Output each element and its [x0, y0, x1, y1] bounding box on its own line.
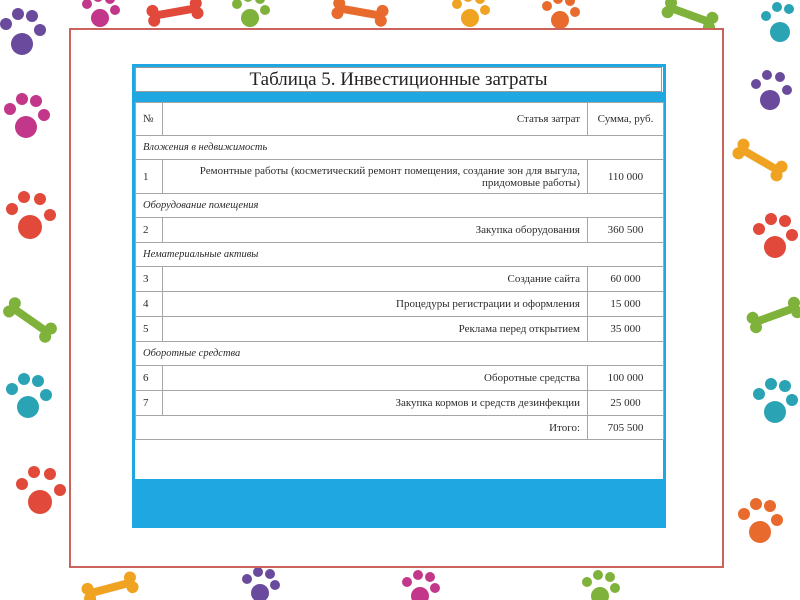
row-item: Закупка оборудования [163, 218, 588, 243]
paw-icon [82, 0, 120, 27]
table-row [136, 317, 664, 342]
investment-table [135, 102, 664, 440]
paw-icon [4, 93, 50, 138]
paw-icon [761, 2, 794, 42]
paw-icon [542, 0, 580, 29]
row-num: 2 [136, 218, 163, 243]
section-row [136, 136, 664, 160]
row-sum: 360 500 [588, 218, 664, 243]
bone-icon [730, 136, 789, 183]
section-row [136, 243, 664, 267]
paw-icon [232, 0, 270, 27]
row-num: 5 [136, 317, 163, 342]
section-row [136, 194, 664, 218]
bone-icon [80, 570, 140, 600]
paw-icon [751, 70, 792, 110]
paw-icon [242, 567, 280, 600]
section-title: Вложения в недвижимость [136, 136, 664, 160]
header-item: Статья затрат [163, 103, 588, 136]
total-row [136, 416, 664, 440]
row-item: Оборотные средства [163, 366, 588, 391]
paw-icon [452, 0, 490, 27]
header-sum: Сумма, руб. [588, 103, 664, 136]
row-sum: 110 000 [588, 160, 664, 194]
row-item: Закупка кормов и средств дезинфекции [163, 391, 588, 416]
table-row [136, 267, 664, 292]
row-num: 1 [136, 160, 163, 194]
row-num: 7 [136, 391, 163, 416]
row-num: 3 [136, 267, 163, 292]
table-row [136, 292, 664, 317]
row-item: Процедуры регистрации и оформления [163, 292, 588, 317]
section-title: Нематериальные активы [136, 243, 664, 267]
total-label: Итого: [136, 416, 588, 440]
bone-icon [745, 295, 800, 335]
header-num: № [136, 103, 163, 136]
row-sum: 15 000 [588, 292, 664, 317]
row-item: Реклама перед открытием [163, 317, 588, 342]
paw-icon [753, 378, 798, 423]
paw-icon [0, 8, 46, 55]
table-row [136, 160, 664, 194]
table-title: Таблица 5. Инвестиционные затраты [135, 67, 662, 92]
paw-icon [6, 191, 56, 239]
row-sum: 60 000 [588, 267, 664, 292]
paw-icon [16, 466, 66, 514]
section-title: Оборудование помещения [136, 194, 664, 218]
row-sum: 35 000 [588, 317, 664, 342]
row-item: Создание сайта [163, 267, 588, 292]
table-image [132, 64, 666, 528]
table-row [136, 366, 664, 391]
paw-icon [738, 498, 783, 543]
bone-icon [146, 0, 205, 28]
row-num: 6 [136, 366, 163, 391]
row-item: Ремонтные работы (косметический ремонт помещения, создание зон для выгула, придомовые работы) [163, 160, 588, 194]
table-row [136, 391, 664, 416]
title-separator [135, 92, 663, 102]
investment-table-container [135, 67, 663, 479]
bone-icon [1, 295, 59, 345]
table-header-row [136, 103, 664, 136]
paw-icon [582, 570, 620, 600]
paw-icon [753, 213, 798, 258]
table-row [136, 218, 664, 243]
paw-icon [6, 373, 52, 418]
row-sum: 100 000 [588, 366, 664, 391]
row-sum: 25 000 [588, 391, 664, 416]
paw-icon [402, 570, 440, 600]
section-row [136, 342, 664, 366]
total-sum: 705 500 [588, 416, 664, 440]
row-num: 4 [136, 292, 163, 317]
section-title: Оборотные средства [136, 342, 664, 366]
bone-icon [331, 0, 390, 28]
